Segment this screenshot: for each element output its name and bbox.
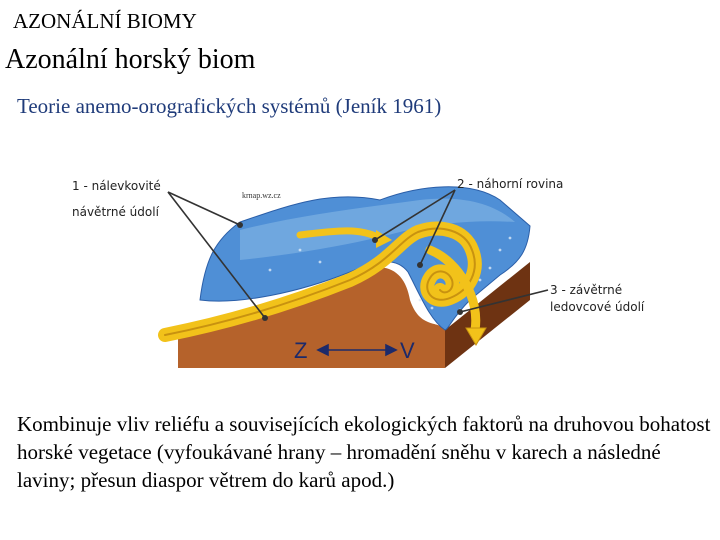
label-glacial-valley-line2: ledovcové údolí bbox=[550, 300, 645, 314]
section-heading: AZONÁLNÍ BIOMY bbox=[13, 9, 197, 33]
label-plateau: 2 - náhorní rovina bbox=[457, 177, 564, 191]
subtitle: Teorie anemo-orografických systémů (Jeník 1961) bbox=[17, 94, 442, 118]
axis-label-west: Z bbox=[294, 338, 308, 363]
label-funnel-valley: 1 - nálevkovité bbox=[72, 179, 161, 193]
source-label: krnap.wz.cz bbox=[242, 191, 281, 200]
label-funnel-valley-line2: návětrné údolí bbox=[72, 205, 159, 219]
page-title: Azonální horský biom bbox=[5, 44, 256, 75]
label-glacial-valley: 3 - závětrné bbox=[550, 283, 623, 297]
axis-label-east: V bbox=[400, 338, 415, 363]
body-text: Kombinuje vliv reliéfu a souvisejících ekologických faktorů na druhovou bohatost horské vegetace (vyfoukávané hrany – hromadění sněhu v karech a následné laviny; přesun diaspor větrem do karů apod.) bbox=[17, 412, 711, 492]
